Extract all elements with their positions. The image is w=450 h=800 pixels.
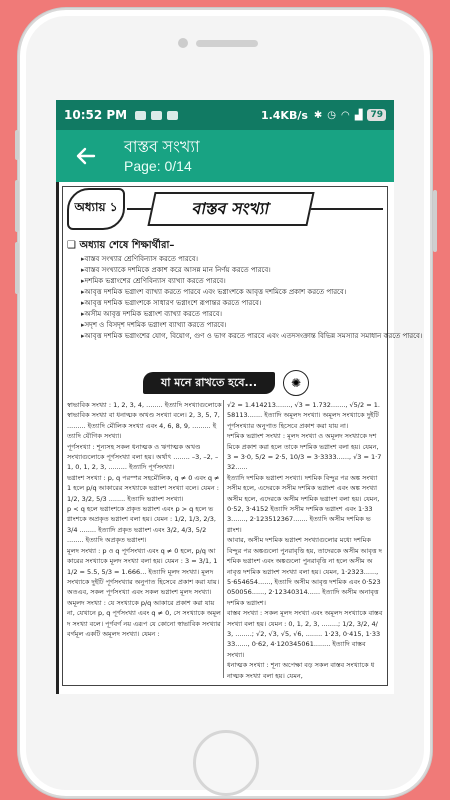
objective-item: ▸ বাস্তব সংখ্যার শ্রেণিবিন্যাস করতে পারবে।	[81, 254, 381, 265]
right-text-column	[227, 400, 383, 680]
app-toolbar	[56, 130, 394, 182]
paragraph: p < q হলে ভগ্নাংশকে প্রকৃত ভগ্নাংশ এবং p > q হলে ভগ্নাংশকে অপ্রকৃত ভগ্নাংশ বলা হয়। যেমন : 1/2, 1/3, 2/3, 3/4 ........ ইত্যাদি প্রকৃত ভগ্নাংশ এবং 3/2, 4/3, 5/2 ........ ইত্যাদি অপ্রকৃত ভগ্নাংশ।	[67, 505, 216, 545]
document-page[interactable]	[56, 182, 423, 694]
earpiece-speaker	[196, 40, 258, 47]
alarm-icon: ◷	[327, 109, 337, 121]
wifi-icon: ◠	[341, 109, 350, 121]
paragraph: বাস্তব সংখ্যা : সকল মূলদ সংখ্যা এবং অমূলদ সংখ্যাকে বাস্তব সংখ্যা বলা হয়। যেমন : 0, 1, 2, 3, ........; 1/2, 3/2, 4/3, ........; √2, √3, √5, √6, ........ 1·23, 0·415, 1·3333......, 0·62, 4·120345061........ ইত্যাদি বাস্তব সংখ্যা।	[227, 609, 383, 659]
paragraph: ধনাত্মক সংখ্যা : শূন্য অপেক্ষা বড় সকল বাস্তব সংখ্যাকে ধনাত্মক সংখ্যা বলা হয়। যেমন,	[227, 661, 375, 680]
chapter-header	[67, 188, 383, 232]
remember-banner: যা মনে রাখতে হবে...	[143, 372, 275, 394]
battery-icon: 79	[367, 109, 386, 121]
objective-item: ▸ অসীম আবৃত্ত দশমিক ভগ্নাংশ ব্যাখ্যা করতে পারবে।	[81, 309, 381, 320]
toolbar-title: বাস্তব সংখ্যা	[124, 139, 200, 156]
home-button[interactable]	[193, 730, 259, 796]
chapter-badge: অধ্যায় ১	[67, 188, 125, 230]
signal-icon: ▟	[354, 109, 363, 121]
power-button	[433, 190, 437, 252]
objective-item: ▸ সদৃশ ও বিসদৃশ দশমিক ভগ্নাংশ ব্যাখ্যা করতে পারবে।	[81, 320, 381, 331]
paragraph: ভগ্নাংশ সংখ্যা : p, q পরস্পর সহমৌলিক, q ≠ 0 এবং q ≠ 1 হলে p/q আকারের সংখ্যাকে ভগ্নাংশ সংখ্যা বলে। যেমন : 1/2, 3/2, 5/3 ........ ইত্যাদি ভগ্নাংশ সংখ্যা।	[67, 473, 220, 503]
chapter-title: বাস্তব সংখ্যা	[147, 192, 314, 226]
front-camera-icon	[178, 38, 188, 48]
brain-icon: ✺	[283, 370, 309, 396]
objectives-list	[81, 254, 423, 342]
paragraph: পূর্ণসংখ্যা : শূন্যসহ সকল ধনাত্মক ও ঋণাত্মক অখণ্ড সংখ্যাগুলোকে পূর্ণসংখ্যা বলা হয়। অর্থাৎ ........ –3, –2, –1, 0, 1, 2, 3, ......... ইত্যাদি পূর্ণসংখ্যা।	[67, 442, 219, 472]
objective-item: ▸ দশমিক ভগ্নাংশের শ্রেণিবিন্যাস ব্যাখ্যা করতে পারবে।	[81, 276, 381, 287]
status-bar	[56, 100, 394, 130]
bluetooth-icon: ✱	[313, 109, 323, 121]
network-speed: 1.4KB/s	[260, 108, 308, 122]
objective-item: ▸ আবৃত্ত দশমিক ভগ্নাংশের যোগ, বিয়োগ, গুণ ও ভাগ করতে পারবে এবং এতদসংক্রান্ত বিভিন্ন সমস্যার সমাধান করতে পারবে।	[81, 331, 381, 342]
paragraph: আবার, অসীম দশমিক ভগ্নাংশ সংখ্যাগুলোর মধ্যে দশমিক বিন্দুর পর অঙ্কগুলো পুনরাবৃত্তি হয়, তাদেরকে অসীম আবৃত্ত দশমিক ভগ্নাংশ এবং অঙ্কগুলো পুনরাবৃত্তি না হলে অসীম অনাবৃত্ত দশমিক ভগ্নাংশ সংখ্যা বলা হয়। যেমন, 1·2323......, 5·654654......, ইত্যাদি অসীম আবৃত্ত দশমিক এবং 0·523050056......, 2·12340314...... ইত্যাদি অসীম অনাবৃত্ত দশমিক ভগ্নাংশ।	[227, 536, 382, 607]
paragraph: মূলদ সংখ্যা : p ও q পূর্ণসংখ্যা এবং q ≠ 0 হলে, p/q আকারের সংখ্যাকে মূলদ সংখ্যা বলা হয়। যেমন : 3 = 3/1, 11/2 = 5.5, 5/3 = 1.666... ইত্যাদি মূলদ সংখ্যা। মূলদ সংখ্যাকে দুইটি পূর্ণসংখ্যার অনুপাত হিসেবে প্রকাশ করা যায়। অতএব, সকল পূর্ণসংখ্যা এবং সকল ভগ্নাংশ মূলদ সংখ্যা।	[67, 546, 220, 597]
paragraph: অমূলদ সংখ্যা : যে সংখ্যাকে p/q আকারে প্রকাশ করা যায় না, যেখানে p, q পূর্ণসংখ্যা এবং q ≠ 0, সে সংখ্যাকে অমূলদ সংখ্যা বলে। পূর্ণবর্গ নয় এরূপ যে কোনো স্বাভাবিক সংখ্যার বর্গমূল একটি অমূলদ সংখ্যা। যেমন :	[67, 598, 221, 638]
camera-notification-icon	[151, 111, 162, 120]
mute-switch	[15, 130, 19, 160]
paragraph: ইত্যাদি দশমিক ভগ্নাংশ সংখ্যা। দশমিক বিন্দুর পর অঙ্ক সংখ্যা সসীম হলে, এদেরকে সসীম দশমিক ভগ্নাংশ এবং অঙ্ক সংখ্যা অসীম হলে, এদেরকে অসীম দশমিক ভগ্নাংশ বলা হয়। যেমন, 0·52, 3·4152 ইত্যাদি সসীম দশমিক ভগ্নাংশ এবং 1·333......., 2·123512367....... ইত্যাদি অসীম দশমিক ভগ্নাংশ।	[227, 473, 380, 534]
objective-item: ▸ আবৃত্ত দশমিক ভগ্নাংশকে সাধারণ ভগ্নাংশে রূপান্তর করতে পারবে।	[81, 298, 381, 309]
paragraph: স্বাভাবিক সংখ্যা : 1, 2, 3, 4, ........ ইত্যাদি সংখ্যাগুলোকে স্বাভাবিক সংখ্যা বা ধনাত্মক অখণ্ড সংখ্যা বলে। 2, 3, 5, 7, ......... ইত্যাদি মৌলিক সংখ্যা এবং 4, 6, 8, 9, ......... ইত্যাদি যৌগিক সংখ্যা।	[67, 401, 222, 441]
gallery-notification-icon	[167, 111, 178, 120]
paragraph: দশমিক ভগ্নাংশ সংখ্যা : মূলদ সংখ্যা ও অমূলদ সংখ্যাকে দশমিকে প্রকাশ করা হলে তাকে দশমিক ভগ্নাংশ বলা হয়। যেমন, 3 = 3·0, 5/2 = 2·5, 10/3 = 3·3333......, √3 = 1·732......	[227, 432, 382, 472]
column-divider	[223, 400, 224, 678]
volume-up-button	[15, 180, 19, 232]
app-screen	[56, 100, 423, 694]
left-text-column	[67, 400, 223, 680]
volume-down-button	[15, 242, 19, 294]
objective-item: ▸ বাস্তব সংখ্যাকে দশমিকে প্রকাশ করে আসন্ন মান নির্ণয় করতে পারবে।	[81, 265, 381, 276]
objective-item: ▸ আবৃত্ত দশমিক ভগ্নাংশ ব্যাখ্যা করতে পারবে এবং ভগ্নাংশকে আবৃত্ত দশমিকে প্রকাশ করতে পারবে।	[81, 287, 381, 298]
objectives-heading: ❑ অধ্যায় শেষে শিক্ষার্থীরা–	[67, 240, 175, 251]
paragraph: √2 = 1.414213......., √3 = 1.732......., √5/2 = 1.58113....... ইত্যাদি অমূলদ সংখ্যা। অমূলদ সংখ্যাকে দুইটি পূর্ণসংখ্যার অনুপাত হিসেবে প্রকাশ করা যায় না।	[227, 401, 380, 430]
arrow-left-icon[interactable]	[72, 142, 100, 170]
status-time: 10:52 PM	[64, 108, 128, 122]
page-indicator: Page: 0/14	[124, 158, 192, 174]
image-notification-icon	[135, 111, 146, 120]
